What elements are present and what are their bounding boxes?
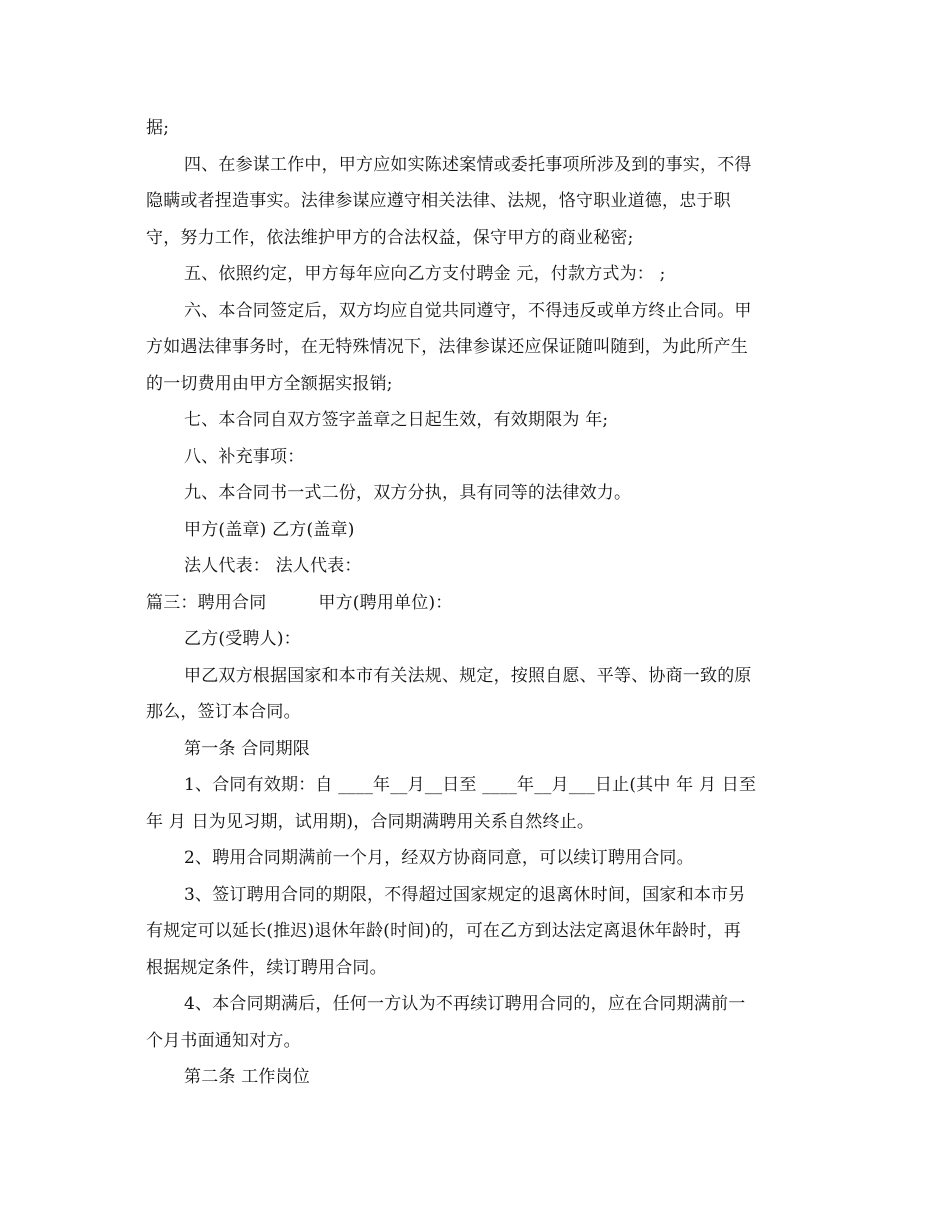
party-a-label: 甲方(聘用单位)： (318, 592, 453, 613)
preamble-line-1: 甲乙双方根据国家和本市有关法规、规定，按照自愿、平等、协商一致的原 (184, 665, 752, 686)
clause-8: 八、补充事项： (184, 446, 305, 467)
preamble-line-2: 那么，签订本合同。 (146, 702, 301, 722)
term-4-line-1: 4、本合同期满后，任何一方认为不再续订聘用合同的，应在合同期满前一 (184, 994, 746, 1014)
clause-4-line-3: 守，努力工作，依法维护甲方的合法权益，保守甲方的商业秘密; (146, 227, 634, 248)
section-title: 篇三：聘用合同 (146, 592, 267, 613)
term-3-line-1: 3、签订聘用合同的期限，不得超过国家规定的退离休时间，国家和本市另 (184, 884, 746, 905)
clause-4-line-1: 四、在参谋工作中，甲方应如实陈述案情或委托事项所涉及到的事实，不得 (184, 154, 752, 175)
contract-text (146, 110, 806, 1096)
term-1-line-1: 1、合同有效期：自 ____年__月__日至 ____年__月___日止(其中 年 月 日至 (184, 775, 757, 795)
party-b-label: 乙方(受聘人)： (184, 629, 301, 649)
clause-7: 七、本合同自双方签字盖章之日起生效，有效期限为 年; (184, 410, 609, 430)
clause-4-line-2: 隐瞒或者捏造事实。法律参谋应遵守相关法律、法规，恪守职业道德，忠于职 (146, 191, 731, 211)
signature-representatives: 法人代表： 法人代表： (184, 556, 362, 576)
clause-6-line-1: 六、本合同签定后，双方均应自觉共同遵守，不得违反或单方终止合同。甲 (184, 300, 752, 321)
clause-9: 九、本合同书一式二份，双方分执，具有同等的法律效力。 (184, 483, 632, 503)
clause-5: 五、依照约定，甲方每年应向乙方支付聘金 元，付款方式为： ; (184, 264, 666, 284)
article-2-heading: 第二条 工作岗位 (184, 1067, 311, 1087)
signature-seals: 甲方(盖章) 乙方(盖章) (184, 519, 355, 540)
term-2: 2、聘用合同期满前一个月，经双方协商同意，可以续订聘用合同。 (184, 848, 694, 868)
clause-6-line-2: 方如遇法律事务时，在无特殊情况下，法律参谋还应保证随叫随到，为此所产生 (146, 337, 748, 357)
term-1-line-2: 年 月 日为见习期，试用期)，合同期满聘用关系自然终止。 (146, 811, 595, 832)
text-line: 据; (146, 118, 170, 138)
term-4-line-2: 个月书面通知对方。 (146, 1030, 301, 1051)
term-3-line-3: 根据规定条件，续订聘用合同。 (146, 957, 387, 978)
term-3-line-2: 有规定可以延长(推迟)退休年龄(时间)的，可在乙方到达法定离退休年龄时，再 (146, 921, 741, 941)
clause-6-line-3: 的一切费用由甲方全额据实报销; (146, 373, 393, 394)
article-1-heading: 第一条 合同期限 (184, 738, 311, 759)
section-heading (146, 585, 806, 622)
